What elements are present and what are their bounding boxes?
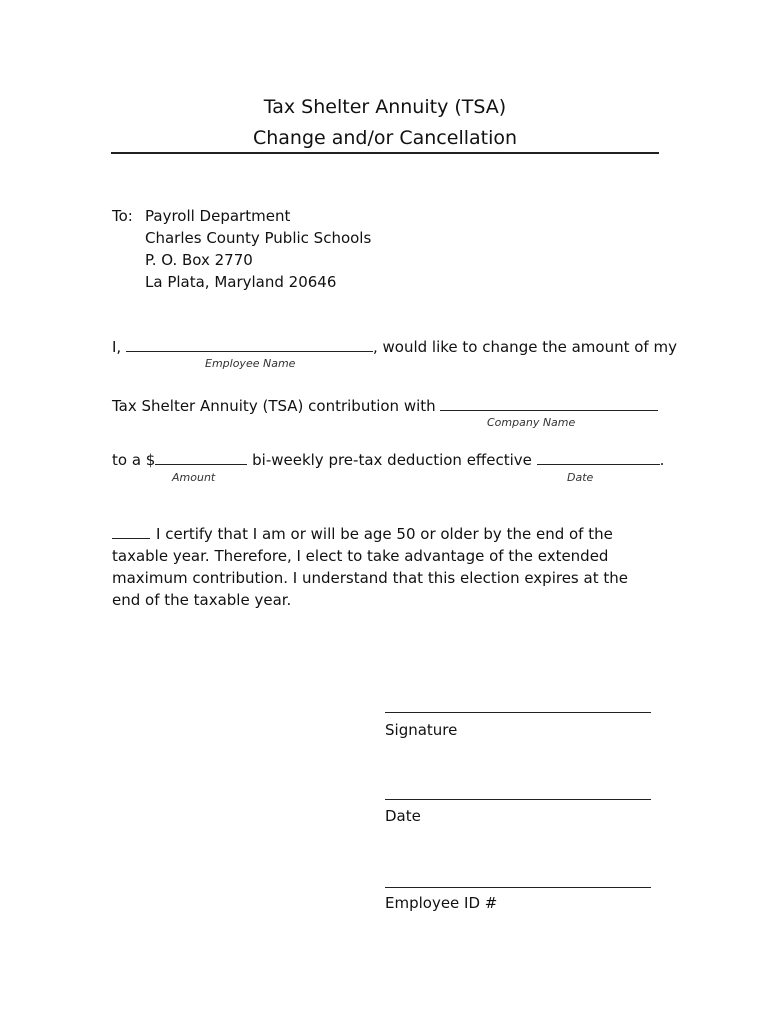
employee-id-label: Employee ID # [385, 894, 498, 912]
address-line-3: P. O. Box 2770 [145, 251, 253, 269]
certification-paragraph [112, 523, 660, 611]
company-name-caption: Company Name [487, 416, 576, 429]
address-line-4: La Plata, Maryland 20646 [145, 273, 337, 291]
signature-date-label: Date [385, 807, 421, 825]
amount-row-middle: bi-weekly pre-tax deduction effective [252, 451, 532, 469]
company-row-text: Tax Shelter Annuity (TSA) contribution with [112, 397, 436, 415]
employee-row [112, 337, 677, 357]
amount-caption: Amount [172, 471, 216, 484]
amount-row [112, 450, 664, 470]
page-subtitle: Change and/or Cancellation [252, 127, 518, 149]
date-caption: Date [567, 471, 594, 484]
signature-date-field[interactable] [385, 799, 651, 800]
page-title: Tax Shelter Annuity (TSA) [263, 96, 507, 118]
signature-label: Signature [385, 721, 458, 739]
amount-row-prefix: to a $ [112, 451, 156, 469]
effective-date-field[interactable] [537, 450, 660, 465]
employee-name-field[interactable] [126, 337, 373, 352]
employee-id-field[interactable] [385, 887, 651, 888]
to-label: To: [112, 207, 133, 225]
amount-field[interactable] [155, 450, 247, 465]
certification-text: I certify that I am or will be age 50 or older by the end of the taxable year. Therefore, I elect to take advantage of the extended maximum contribution. I understand that this election expires at the end of the taxable year. [112, 525, 628, 609]
company-name-field[interactable] [440, 396, 658, 411]
employee-name-caption: Employee Name [205, 357, 296, 370]
certification-initials-field[interactable] [112, 524, 150, 539]
address-line-1: Payroll Department [145, 207, 291, 225]
address-line-2: Charles County Public Schools [145, 229, 372, 247]
employee-row-suffix: , would like to change the amount of my [372, 338, 677, 356]
signature-field[interactable] [385, 712, 651, 713]
amount-row-end: . [659, 451, 665, 469]
employee-row-prefix: I, [112, 338, 122, 356]
title-divider [111, 152, 659, 154]
company-row [112, 396, 658, 416]
